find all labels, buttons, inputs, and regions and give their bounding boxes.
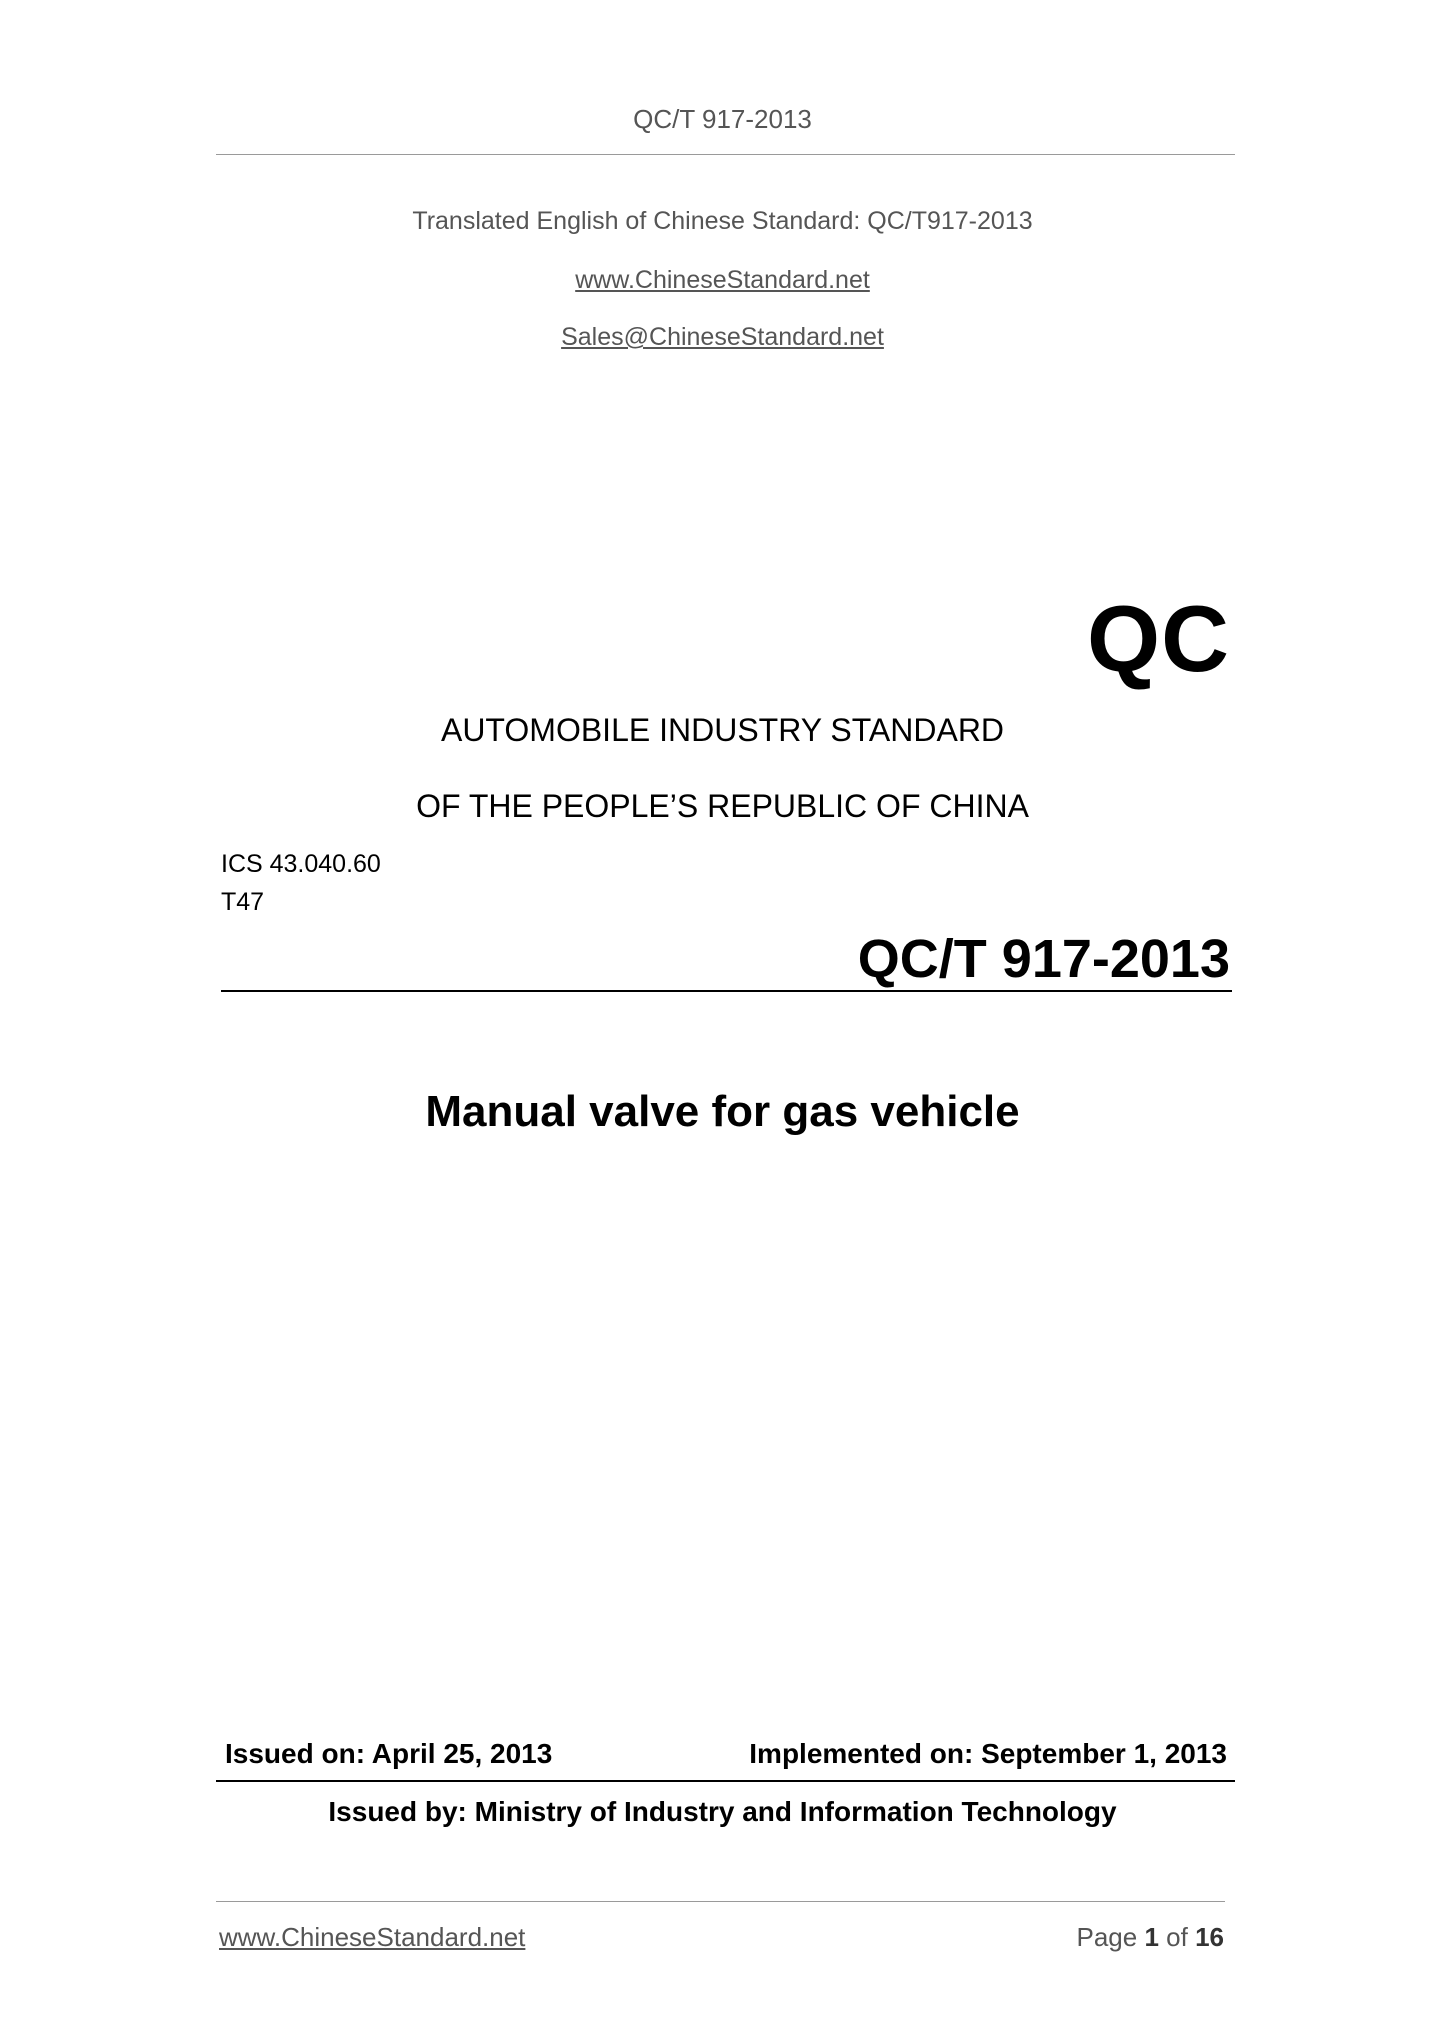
page-indicator bbox=[1076, 1922, 1224, 1953]
footer-divider bbox=[216, 1901, 1225, 1902]
standard-type-line-1: AUTOMOBILE INDUSTRY STANDARD bbox=[440, 712, 1005, 748]
footer-website-link[interactable]: www.ChineseStandard.net bbox=[219, 1922, 526, 1952]
email-link[interactable]: Sales@ChineseStandard.net bbox=[561, 323, 884, 351]
issued-on-date: Issued on: April 25, 2013 bbox=[225, 1738, 553, 1769]
website-link[interactable]: www.ChineseStandard.net bbox=[575, 266, 870, 294]
classification-code: T47 bbox=[221, 888, 265, 916]
standard-type-line-2: OF THE PEOPLE’S REPUBLIC OF CHINA bbox=[416, 788, 1029, 824]
issue-divider bbox=[216, 1780, 1235, 1782]
issuing-authority: Issued by: Ministry of Industry and Information Technology bbox=[328, 1796, 1117, 1827]
of-word: of bbox=[1166, 1922, 1188, 1952]
page-current: 1 bbox=[1144, 1922, 1159, 1952]
standard-number: QC/T 917-2013 bbox=[857, 929, 1230, 989]
page-word: Page bbox=[1076, 1922, 1138, 1952]
website-link-container bbox=[0, 266, 1445, 295]
page-total: 16 bbox=[1195, 1922, 1224, 1952]
standard-number-divider bbox=[221, 990, 1232, 992]
running-header: QC/T 917-2013 bbox=[633, 104, 812, 134]
header-divider bbox=[216, 154, 1235, 155]
ics-code: ICS 43.040.60 bbox=[221, 850, 381, 878]
document-title: Manual valve for gas vehicle bbox=[425, 1087, 1020, 1136]
implemented-on-date: Implemented on: September 1, 2013 bbox=[749, 1738, 1227, 1769]
footer-link-container bbox=[219, 1922, 525, 1953]
qc-mark: QC bbox=[1087, 586, 1230, 691]
translation-notice: Translated English of Chinese Standard: QC/T917-2013 bbox=[412, 207, 1033, 235]
email-link-container bbox=[0, 323, 1445, 352]
